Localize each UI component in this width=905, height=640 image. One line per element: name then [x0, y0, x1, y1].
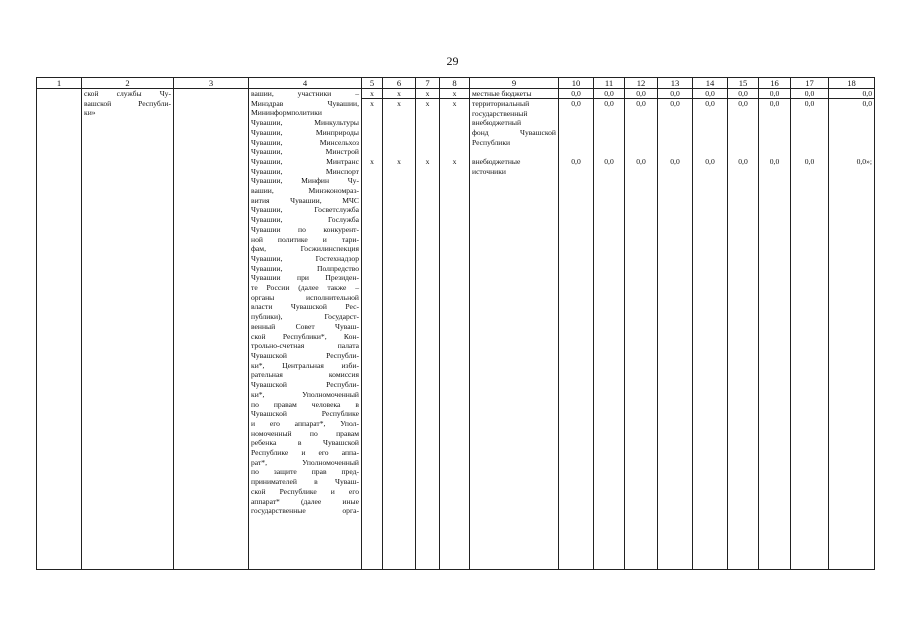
- value: 0,0»;: [856, 157, 872, 166]
- header-cell: 8: [440, 78, 470, 89]
- col18-cell: [829, 89, 875, 570]
- col4-line: те России (далее также –: [251, 283, 359, 293]
- value: 0,0: [636, 99, 646, 108]
- col4-line: Чувашии, Минприроды: [251, 127, 359, 137]
- col4-cell: [249, 89, 362, 570]
- col7-cell: [416, 89, 440, 570]
- col4-line: Чувашии при Президен-: [251, 273, 359, 283]
- source-line: местные бюджеты: [472, 89, 532, 98]
- header-cell: 6: [383, 78, 416, 89]
- header-cell: 16: [759, 78, 791, 89]
- source-line: внебюджетные: [472, 157, 521, 166]
- source-line: государственный: [472, 108, 528, 118]
- col1-cell: [37, 89, 82, 570]
- header-row: [37, 78, 875, 89]
- funding-source: [472, 157, 556, 176]
- col4-line: Чувашии, Минфин Чу-: [251, 176, 359, 186]
- col4-line: ной политике и тари-: [251, 234, 359, 244]
- mark: x: [397, 157, 401, 166]
- col16-cell: [759, 89, 791, 570]
- col17-cell: [791, 89, 829, 570]
- col4-line: Чувашской Республи-: [251, 350, 359, 360]
- value: 0,0: [769, 157, 780, 166]
- value: 0,0: [705, 99, 715, 108]
- col4-line: Чувашии по конкурент-: [251, 224, 359, 234]
- source-line: фонд Чувашской: [472, 128, 556, 138]
- table-row: [37, 89, 875, 570]
- value: 0,0: [670, 157, 680, 166]
- col4-line: Мининформполитики: [251, 108, 322, 118]
- col8-cell: [440, 89, 470, 570]
- mark: x: [452, 157, 457, 166]
- page-number: 29: [446, 54, 459, 68]
- col10-cell: [559, 89, 594, 570]
- col2-cell: [82, 89, 174, 570]
- col4-line: трольно-счетная палата: [251, 341, 359, 351]
- value: 0,0: [804, 99, 815, 108]
- header-cell: 18: [829, 78, 875, 89]
- col4-line: ской Республике и его: [251, 486, 359, 496]
- value: 0,0: [636, 157, 646, 166]
- col4-line: венный Совет Чуваш-: [251, 321, 359, 331]
- col4-line: рат*, Уполномоченный: [251, 457, 359, 467]
- value: 0,0: [804, 89, 815, 98]
- col4-line: власти Чувашской Рес-: [251, 302, 359, 312]
- col2-line: вашской Республи-: [84, 98, 171, 108]
- value: 0,0: [670, 89, 680, 98]
- col4-line: вашии, участники –: [251, 89, 359, 98]
- header-cell: 9: [470, 78, 559, 89]
- col4-line: ки*, Уполномоченный: [251, 389, 359, 399]
- mark: x: [397, 89, 401, 98]
- col4-line: Чувашии, Гостехнадзор: [251, 253, 359, 263]
- col4-line: рательная комиссия: [251, 370, 359, 380]
- source-line: внебюджетный: [472, 118, 522, 128]
- source-line: территориальный: [472, 99, 530, 108]
- value: 0,0: [769, 99, 780, 108]
- value: 0,0: [738, 99, 748, 108]
- col4-line: фам, Госжилинспекция: [251, 244, 359, 254]
- col4-line: Республике и его аппа-: [251, 448, 359, 458]
- value: 0,0: [636, 89, 646, 98]
- header-cell: 10: [559, 78, 594, 89]
- col4-line: Чувашии, Минспорт: [251, 166, 359, 176]
- col4-line: ской Республики*, Кон-: [251, 331, 359, 341]
- col4-line: Минздрав Чувашии,: [251, 98, 359, 108]
- header-cell: 1: [37, 78, 82, 89]
- col11-cell: [594, 89, 625, 570]
- col4-line: ки*, Центральная изби-: [251, 360, 359, 370]
- value: 0,0: [604, 89, 614, 98]
- value: 0,0: [670, 99, 680, 108]
- col4-line: Чувашии, Минтранс: [251, 156, 359, 166]
- col4-line: публики), Государст-: [251, 312, 359, 322]
- row-separator: [361, 98, 874, 99]
- col12-cell: [625, 89, 658, 570]
- header-cell: 15: [728, 78, 759, 89]
- value: 0,0: [738, 89, 748, 98]
- col4-line: ребенка в Чувашской: [251, 438, 359, 448]
- header-cell: 11: [594, 78, 625, 89]
- col4-line: Чувашии, Госветслужба: [251, 205, 359, 215]
- col4-line: Чувашии, Полпредство: [251, 263, 359, 273]
- col4-line: номоченный по правам: [251, 428, 359, 438]
- col4-line: Чувашской Республике: [251, 409, 359, 419]
- header-cell: 14: [693, 78, 728, 89]
- value: 0,0: [705, 157, 715, 166]
- header-cell: 5: [362, 78, 383, 89]
- col15-cell: [728, 89, 759, 570]
- mark: x: [452, 89, 457, 98]
- col4-line: Чувашии, Минстрой: [251, 147, 359, 157]
- value: 0,0: [604, 99, 614, 108]
- mark: x: [397, 99, 401, 108]
- mark: x: [425, 99, 430, 108]
- mark: x: [370, 99, 374, 108]
- col6-cell: [383, 89, 416, 570]
- value: 0,0: [862, 89, 872, 98]
- header-cell: 4: [249, 78, 362, 89]
- value: 0,0: [738, 157, 748, 166]
- value: 0,0: [571, 99, 581, 108]
- value: 0,0: [571, 157, 581, 166]
- source-line: источники: [472, 166, 506, 176]
- col2-line: ской службы Чу-: [84, 89, 171, 98]
- col4-line: принимателей в Чуваш-: [251, 477, 359, 487]
- value: 0,0: [705, 89, 715, 98]
- header-cell: 17: [791, 78, 829, 89]
- col4-line: Чувашии, Минкультуры: [251, 118, 359, 128]
- col4-line: Чувашии, Гослужба: [251, 215, 359, 225]
- value: 0,0: [571, 89, 581, 98]
- col4-line: Чувашской Республи-: [251, 380, 359, 390]
- mark: x: [452, 99, 457, 108]
- col13-cell: [658, 89, 693, 570]
- col4-line: и его аппарат*, Упол-: [251, 418, 359, 428]
- col2-line: ки»: [84, 108, 96, 118]
- col4-line: вашии, Минэкономраз-: [251, 186, 359, 196]
- col4-line: по защите прав пред-: [251, 467, 359, 477]
- header-cell: 2: [82, 78, 174, 89]
- col3-cell: [174, 89, 249, 570]
- header-cell: 7: [416, 78, 440, 89]
- mark: x: [370, 89, 374, 98]
- funding-source: [472, 99, 556, 157]
- col4-line: по правам человека в: [251, 399, 359, 409]
- budget-table: [36, 77, 875, 570]
- value: 0,0: [604, 157, 614, 166]
- col14-cell: [693, 89, 728, 570]
- header-cell: 3: [174, 78, 249, 89]
- col4-line: органы исполнительной: [251, 292, 359, 302]
- value: 0,0: [862, 99, 872, 108]
- value: 0,0: [804, 157, 815, 166]
- col4-line: Чувашии, Минсельхоз: [251, 137, 359, 147]
- col4-line: государственные орга-: [251, 506, 359, 516]
- col9-cell: [470, 89, 559, 570]
- value: 0,0: [769, 89, 780, 98]
- col4-line: аппарат* (далее иные: [251, 496, 359, 506]
- mark: x: [425, 157, 430, 166]
- source-line: Республики: [472, 137, 511, 147]
- mark: x: [425, 89, 430, 98]
- mark: x: [370, 157, 374, 166]
- header-cell: 12: [625, 78, 658, 89]
- col5-cell: [362, 89, 383, 570]
- header-cell: 13: [658, 78, 693, 89]
- col4-line: вития Чувашии, МЧС: [251, 195, 359, 205]
